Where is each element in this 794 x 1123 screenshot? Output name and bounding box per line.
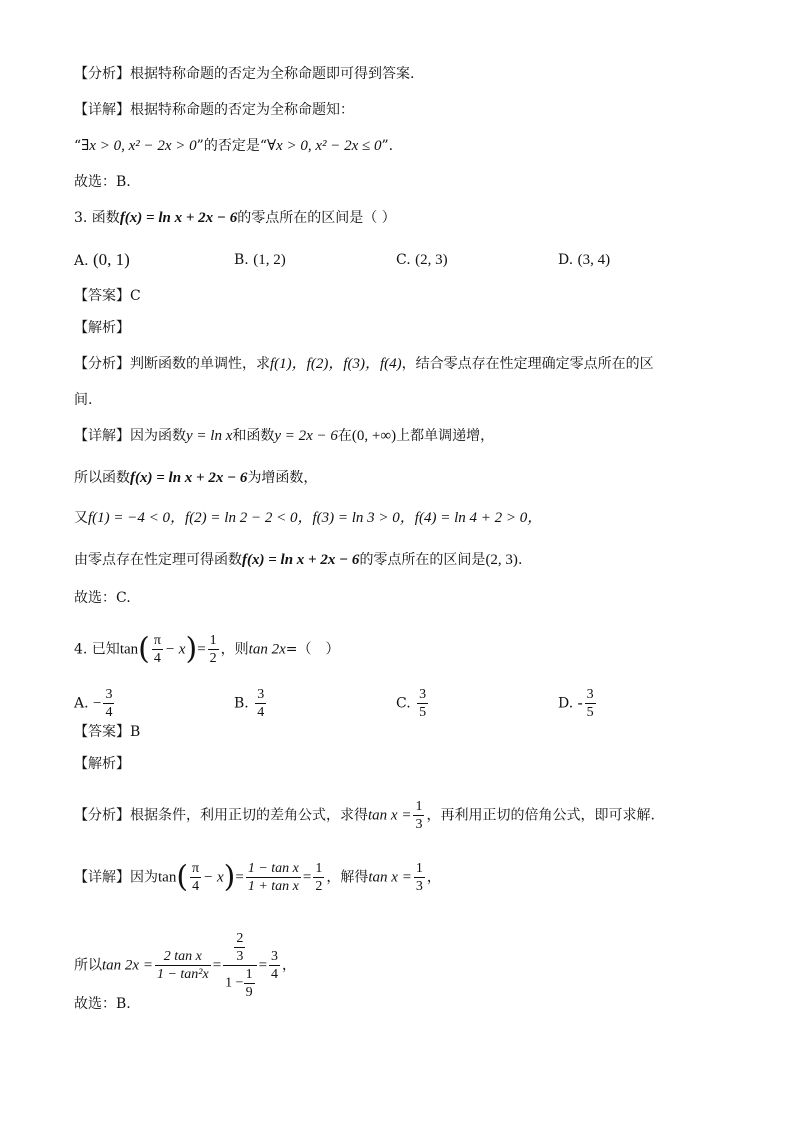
q3-answer: 【答案】C: [74, 288, 141, 304]
denominator: 2: [315, 879, 323, 894]
close-quote: ”.: [381, 138, 394, 154]
q2-analysis: 【分析】根据特称命题的否定为全称命题即可得到答案.: [74, 66, 415, 82]
detail-text: 由零点存在性定理可得函数: [74, 552, 242, 568]
tan-x-equals: tan x =: [368, 807, 412, 824]
pi-over-4: [190, 860, 201, 895]
q3-option-a: [74, 250, 130, 271]
numerator: 3: [586, 687, 594, 702]
q2-choice: 故选：B.: [74, 174, 131, 190]
function-f: f(x) = ln x + 2x − 6: [242, 552, 360, 568]
compound-fraction: [223, 930, 256, 1001]
minus-x: − x: [203, 869, 224, 886]
denominator: 2: [209, 651, 217, 666]
numerator: 3: [419, 687, 427, 702]
left-paren: (: [138, 631, 150, 667]
denominator: 4: [153, 651, 161, 666]
denominator: 4: [257, 705, 265, 720]
q4-option-d: [558, 686, 598, 721]
numerator: π: [153, 633, 161, 648]
tan-2x: tan 2x: [248, 641, 286, 658]
numerator: 3: [257, 687, 265, 702]
option-fraction: [585, 686, 596, 721]
q4-analysis: [74, 798, 655, 833]
analysis-text-end: ，结合零点存在性定理确定零点所在的区: [401, 356, 654, 372]
detail-text: ，: [282, 957, 297, 974]
q3-analysis-line2: 间.: [74, 392, 93, 408]
option-fraction: [417, 686, 428, 721]
equals: =: [212, 957, 222, 974]
q2-detail: 【详解】根据特称命题的否定为全称命题知：: [74, 102, 354, 118]
tan-x-equals: tan x =: [368, 869, 412, 886]
function-values: f(1) = −4 < 0，f(2) = ln 2 − 2 < 0，f(3) = ln 3 > 0，f(4) = ln 4 + 2 > 0，: [88, 510, 543, 526]
numerator: 1 − tan x: [247, 861, 299, 876]
q3-detail-2: [74, 468, 317, 488]
denominator: 1 + tan x: [247, 879, 299, 894]
numerator: 3: [105, 687, 113, 702]
option-label: D.: [558, 252, 574, 268]
detail-text: ，解得: [326, 869, 369, 886]
q4-question: =（ ）: [285, 641, 340, 658]
right-paren: ): [223, 859, 236, 895]
detail-text: 的零点所在的区间是: [359, 552, 486, 568]
q4-stem: [74, 632, 339, 667]
detail-text: 和函数: [232, 428, 275, 444]
q3-question: 的零点所在的区间是（ ）: [237, 210, 396, 226]
denominator: 4: [192, 879, 200, 894]
analysis-values: f(1)，f(2)，f(3)，f(4): [270, 356, 402, 372]
open-quote: “: [74, 138, 82, 154]
option-value: (0, 1): [93, 250, 130, 269]
analysis-text: 【分析】判断函数的单调性，求: [74, 356, 270, 372]
detail-text: 【详解】因为: [74, 869, 158, 886]
q3-detail-4: [74, 550, 522, 570]
double-angle-fraction: [155, 948, 211, 983]
q3-detail-1: [74, 426, 494, 446]
option-label: A.: [74, 695, 89, 712]
detail-text: 又: [74, 510, 88, 526]
detail-text: 在: [337, 428, 352, 444]
right-paren: ): [185, 631, 198, 667]
numerator: 1: [415, 799, 423, 814]
option-label: C.: [396, 252, 411, 268]
option-label: D.: [558, 695, 574, 712]
two-thirds: [234, 930, 245, 965]
one-minus: 1 −: [225, 975, 244, 991]
equals: =: [302, 869, 312, 886]
tan-text: tan: [158, 869, 177, 886]
interval: (0, +∞): [351, 428, 397, 444]
option-sign: −: [93, 695, 102, 712]
numerator: 2 tan x: [155, 948, 211, 966]
option-label: B.: [234, 695, 249, 712]
q4-option-b: [234, 686, 268, 721]
detail-text: ，: [426, 869, 441, 886]
left-paren: (: [176, 859, 189, 895]
interval: (2, 3): [485, 552, 518, 568]
q4-option-c: [396, 686, 430, 721]
option-fraction: [103, 686, 114, 721]
option-label: B.: [234, 252, 249, 268]
option-label: C.: [396, 695, 411, 712]
denominator: 3: [236, 949, 244, 964]
q4-answer: 【答案】B: [74, 724, 141, 740]
proposition-forall: ∀x > 0, x² − 2x ≤ 0: [266, 138, 382, 154]
three-quarters: [269, 948, 280, 983]
detail-text: 所以: [74, 957, 102, 974]
q3-stem: [74, 208, 396, 228]
q3-function: f(x) = ln x + 2x − 6: [119, 210, 238, 226]
detail-text: 【详解】因为函数: [74, 428, 186, 444]
q3-detail-3: [74, 508, 542, 528]
pi-over-4: [152, 632, 163, 667]
option-value: (2, 3): [415, 252, 448, 268]
q4-solution: [74, 930, 296, 1001]
tan-difference-fraction: [246, 860, 301, 895]
denominator: 1 − tan²x: [156, 967, 209, 982]
detail-text: .: [517, 552, 523, 568]
denominator: 3: [415, 817, 423, 832]
q4-choice: 故选：B.: [74, 996, 131, 1012]
detail-text: 为增函数，: [247, 470, 318, 486]
numerator: 1: [315, 861, 323, 876]
function-linear: y = 2x − 6: [274, 428, 338, 444]
proposition-exists: ∃x > 0, x² − 2x > 0: [81, 138, 197, 154]
q4-number: 4. 已知: [74, 641, 120, 658]
option-fraction: [255, 686, 266, 721]
option-sign: -: [577, 695, 583, 712]
q4-text: ，则: [220, 641, 249, 658]
q3-jiexi: 【解析】: [74, 320, 130, 336]
q3-number: 3. 函数: [74, 210, 120, 226]
equals: =: [197, 641, 206, 658]
denominator: 5: [586, 705, 594, 720]
one-third: [413, 798, 424, 833]
one-half: [313, 860, 324, 895]
q3-option-b: [234, 250, 286, 270]
q3-option-c: [396, 250, 448, 270]
denominator: 4: [271, 967, 279, 982]
compound-numerator: [223, 930, 256, 966]
analysis-text-end: ，再利用正切的倍角公式，即可求解.: [426, 807, 655, 824]
denominator: 5: [419, 705, 427, 720]
negation-text: ”的否定是“: [196, 138, 267, 154]
one-half: [208, 632, 219, 667]
analysis-text: 【分析】根据条件，利用正切的差角公式，求得: [74, 807, 368, 824]
option-value: (1, 2): [253, 252, 286, 268]
denominator: 3: [415, 879, 423, 894]
tan-text: tan: [119, 641, 139, 658]
compound-denominator: [223, 966, 256, 1001]
tan-2x-equals: tan 2x =: [102, 957, 153, 974]
numerator: 1: [245, 967, 253, 982]
numerator: 3: [271, 949, 279, 964]
q4-option-a: [74, 686, 116, 721]
option-value: (3, 4): [577, 252, 611, 268]
denominator: 9: [245, 985, 253, 1000]
equals: =: [235, 869, 244, 886]
function-f: f(x) = ln x + 2x − 6: [130, 470, 248, 486]
numerator: 2: [236, 931, 244, 946]
minus-x: − x: [164, 641, 186, 658]
q4-detail: [74, 860, 441, 895]
option-label: A.: [74, 253, 89, 269]
one-third: [414, 860, 425, 895]
q3-choice: 故选：C.: [74, 590, 131, 606]
q2-proposition: [74, 136, 393, 156]
function-ln: y = ln x: [186, 428, 233, 444]
denominator: 4: [105, 705, 113, 720]
q4-jiexi: 【解析】: [74, 756, 130, 772]
one-ninth: [244, 966, 255, 1001]
numerator: 1: [415, 861, 423, 876]
equals: =: [258, 957, 268, 974]
numerator: π: [192, 861, 200, 876]
q3-option-d: [558, 250, 610, 270]
detail-text: 上都单调递增，: [396, 428, 495, 444]
q3-analysis: [74, 354, 654, 374]
detail-text: 所以函数: [74, 470, 130, 486]
numerator: 1: [209, 633, 217, 648]
